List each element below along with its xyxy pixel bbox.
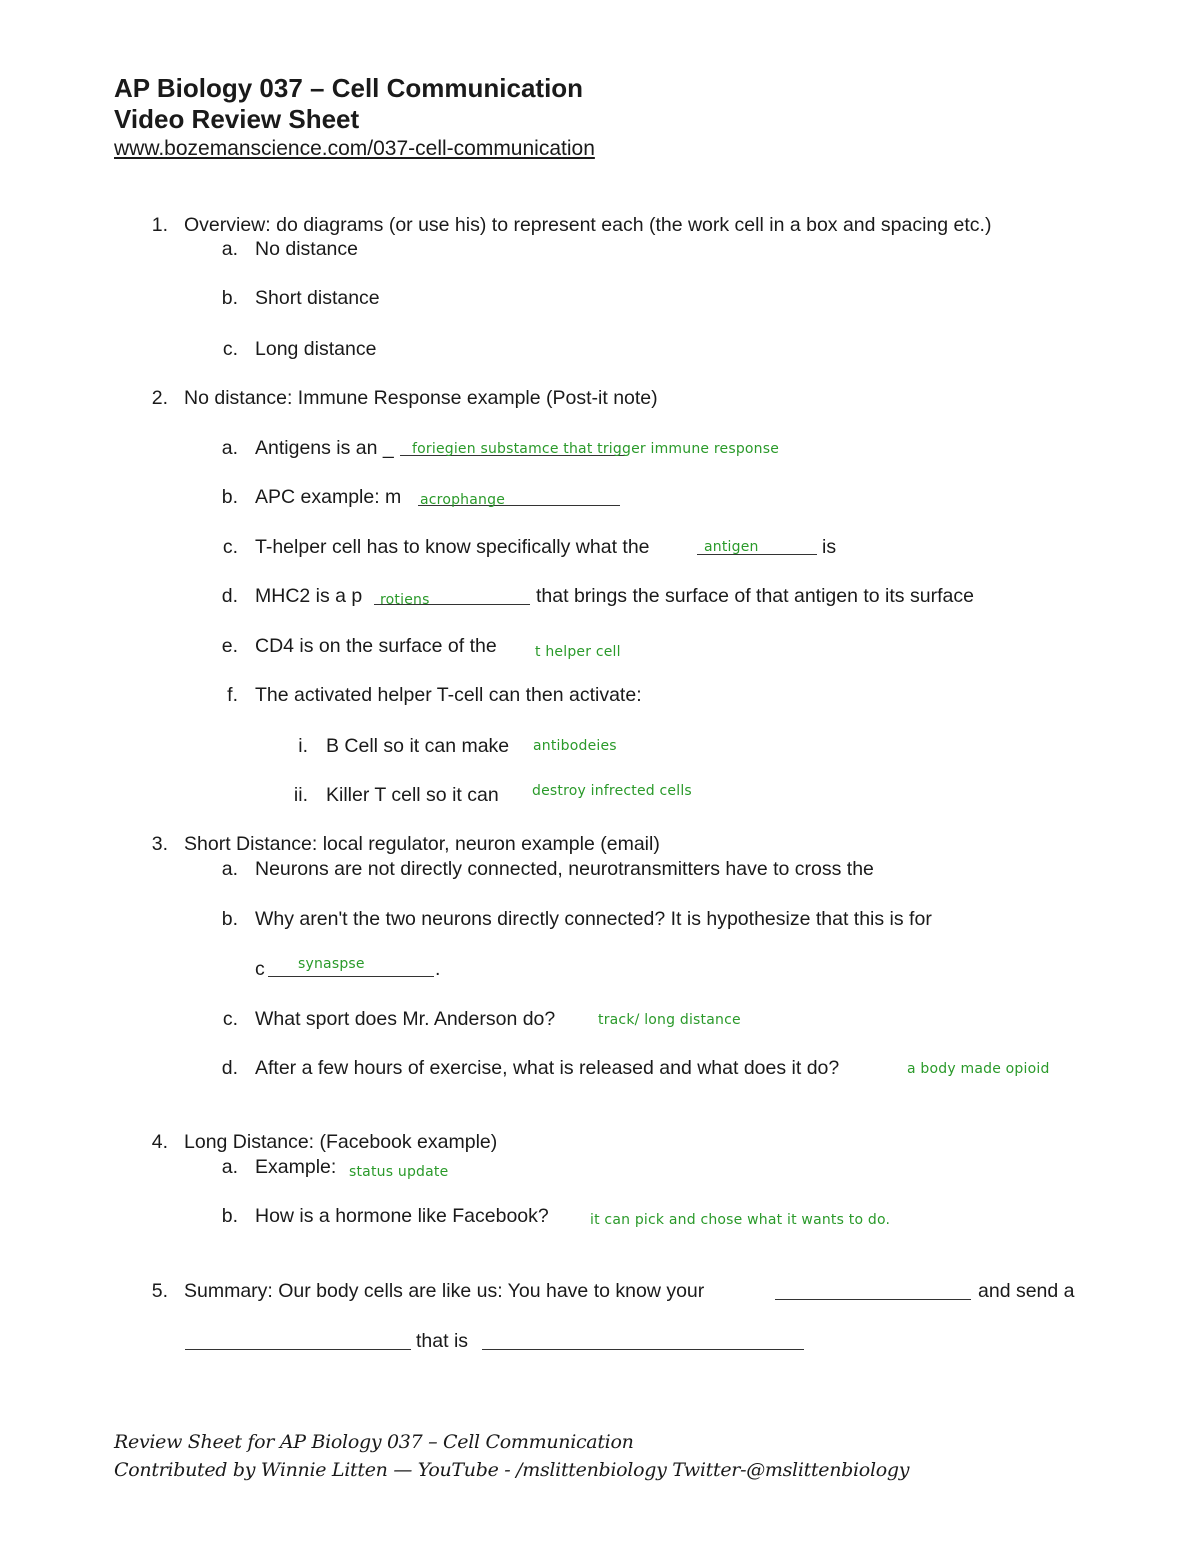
footer-line-2: Contributed by Winnie Litten — YouTube - /mslittenbiology Twitter-@mslittenbiology [114, 1459, 910, 1481]
q1c-text: Long distance [255, 338, 377, 360]
q2fi-answer: antibodeies [533, 738, 617, 754]
bozeman-link[interactable]: www.bozemanscience.com/037-cell-communication [114, 137, 595, 160]
q2b-text: APC example: m [255, 486, 402, 508]
q2a-answer: foriegien substamce that trigger immune response [412, 441, 780, 457]
q2-text: No distance: Immune Response example (Post-it note) [184, 387, 658, 409]
q3b-answer: synaspse [298, 956, 365, 972]
q2f-letter: f. [227, 684, 238, 706]
q4-text: Long Distance: (Facebook example) [184, 1131, 498, 1153]
q1-text: Overview: do diagrams (or use his) to represent each (the work cell in a box and spacing etc.) [184, 214, 992, 236]
q2c-answer: antigen [704, 539, 759, 555]
q3c-letter: c. [222, 1008, 238, 1030]
q1a-text: No distance [255, 238, 358, 260]
q3-number: 3. [151, 833, 168, 855]
q2d-letter: d. [221, 585, 238, 607]
q4a-answer: status update [349, 1164, 449, 1180]
q3b-text: Why aren't the two neurons directly connected? It is hypothesize that this is for [255, 908, 932, 930]
q3b-line2-suffix: . [435, 958, 441, 980]
q1c-letter: c. [222, 338, 238, 360]
q4a-text: Example: [255, 1156, 337, 1178]
q3a-letter: a. [221, 858, 238, 880]
q5-blank-3 [482, 1349, 804, 1350]
q2f-text: The activated helper T-cell can then activate: [255, 684, 642, 706]
q2c-letter: c. [222, 536, 238, 558]
q2a-letter: a. [221, 437, 238, 459]
q2fii-text: Killer T cell so it can [326, 784, 499, 806]
q3b-blank [268, 976, 434, 977]
q2d-suffix: that brings the surface of that antigen to its surface [536, 585, 974, 607]
q2c-text: T-helper cell has to know specifically what the [255, 536, 650, 558]
q2e-answer: t helper cell [535, 644, 621, 660]
q1a-letter: a. [221, 238, 238, 260]
page-subtitle: Video Review Sheet [114, 104, 360, 134]
q4-number: 4. [151, 1131, 168, 1153]
q3b-letter: b. [221, 908, 238, 930]
q2fi-numeral: i. [298, 735, 308, 757]
q2fii-answer: destroy infrected cells [532, 783, 692, 799]
q2e-letter: e. [221, 635, 238, 657]
q3c-answer: track/ long distance [598, 1012, 741, 1028]
q1b-text: Short distance [255, 287, 380, 309]
q3c-text: What sport does Mr. Anderson do? [255, 1008, 556, 1030]
q3d-answer: a body made opioid [907, 1061, 1050, 1077]
q3d-text: After a few hours of exercise, what is released and what does it do? [255, 1057, 840, 1079]
q3-text: Short Distance: local regulator, neuron example (email) [184, 833, 660, 855]
q5-text-3: that is [416, 1330, 469, 1352]
q2fii-numeral: ii. [293, 784, 308, 806]
q2c-suffix: is [822, 536, 837, 558]
q5-text-2: and send a [978, 1280, 1075, 1302]
q4a-letter: a. [221, 1156, 238, 1178]
q3a-text: Neurons are not directly connected, neurotransmitters have to cross the [255, 858, 874, 880]
q1-number: 1. [151, 214, 168, 236]
q3b-line2-prefix: c [255, 958, 265, 980]
q5-text-1: Summary: Our body cells are like us: You have to know your [184, 1280, 705, 1302]
q4b-answer: it can pick and chose what it wants to do. [590, 1212, 891, 1228]
footer-line-1: Review Sheet for AP Biology 037 – Cell Communication [114, 1431, 634, 1453]
q4b-letter: b. [221, 1205, 238, 1227]
q5-number: 5. [151, 1280, 168, 1302]
page-title: AP Biology 037 – Cell Communication [114, 73, 584, 103]
q3d-letter: d. [221, 1057, 238, 1079]
q5-blank-1 [775, 1299, 971, 1300]
q2fi-text: B Cell so it can make [326, 735, 510, 757]
q2a-text: Antigens is an _ [255, 437, 394, 459]
q2-number: 2. [151, 387, 168, 409]
q2d-answer: rotiens [380, 592, 430, 608]
q4b-text: How is a hormone like Facebook? [255, 1205, 549, 1227]
q5-blank-2 [185, 1349, 411, 1350]
q2b-answer: acrophange [420, 492, 506, 508]
q2d-text: MHC2 is a p [255, 585, 363, 607]
q2b-letter: b. [221, 486, 238, 508]
q1b-letter: b. [221, 287, 238, 309]
q2e-text: CD4 is on the surface of the [255, 635, 497, 657]
